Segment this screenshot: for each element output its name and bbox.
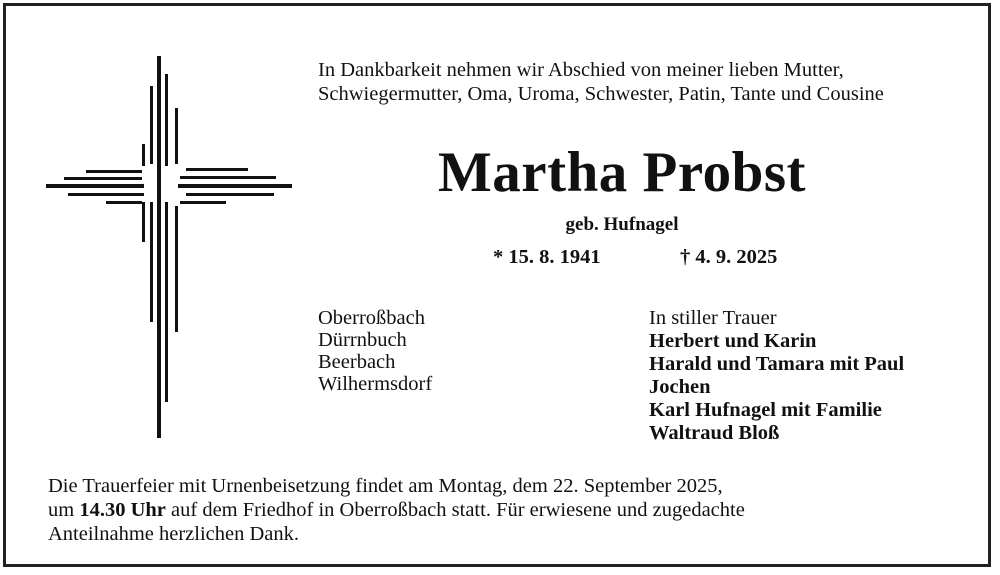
mourner-item: Harald und Tamara mit Paul <box>649 353 905 375</box>
place-item: Dürrnbuch <box>318 329 407 351</box>
mourner-item: Waltraud Bloß <box>649 422 780 444</box>
mourner-item: Karl Hufnagel mit Familie <box>649 399 882 421</box>
places-list <box>318 307 432 395</box>
place-item: Beerbach <box>318 351 396 373</box>
intro-line-2: Schwiegermutter, Oma, Uroma, Schwester, Patin, Tante und Cousine <box>318 83 884 105</box>
deceased-name: Martha Probst <box>438 141 806 204</box>
notice-line-1: Die Trauerfeier mit Urnenbeisetzung findet am Montag, dem 22. September 2025, <box>48 475 723 497</box>
ceremony-notice <box>48 474 948 546</box>
place-item: Oberroßbach <box>318 307 426 329</box>
place-item: Wilhermsdorf <box>318 373 433 395</box>
birth-name: geb. Hufnagel <box>565 214 679 235</box>
cross-icon <box>46 56 292 438</box>
mourner-item: Herbert und Karin <box>649 330 817 352</box>
ceremony-time: 14.30 Uhr <box>79 499 166 521</box>
birth-date: * 15. 8. 1941 <box>493 246 601 268</box>
notice-line-2-pre: um <box>48 499 80 521</box>
intro-line-1: In Dankbarkeit nehmen wir Abschied von meiner lieben Mutter, <box>318 59 844 81</box>
intro-text <box>318 58 884 106</box>
notice-line-3: Anteilnahme herzlichen Dank. <box>48 523 300 545</box>
mourner-item: Jochen <box>649 376 711 398</box>
mourners-heading: In stiller Trauer <box>649 307 777 329</box>
death-date: † 4. 9. 2025 <box>680 246 778 268</box>
notice-line-2 <box>48 498 948 522</box>
mourners-list <box>649 307 904 445</box>
notice-line-2-post: auf dem Friedhof in Oberroßbach statt. Für erwiesene und zugedachte <box>165 499 745 521</box>
